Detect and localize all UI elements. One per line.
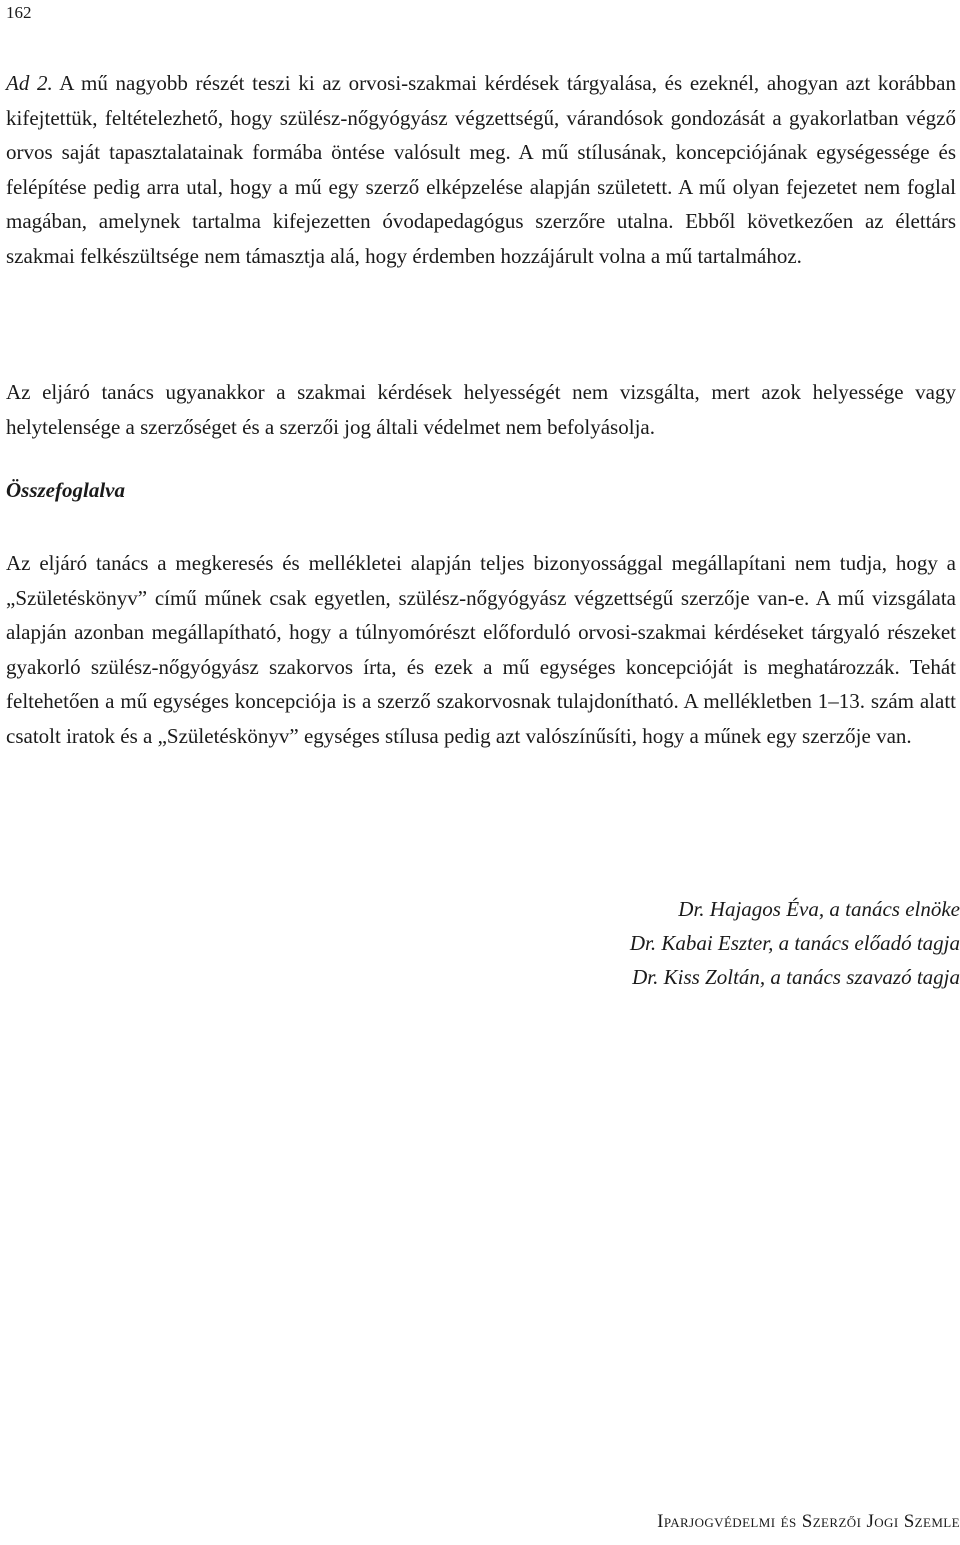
signature-line: Dr. Hajagos Éva, a tanács elnöke [678, 897, 960, 921]
section-heading: Összefoglalva [6, 478, 125, 502]
signature-line: Dr. Kabai Eszter, a tanács előadó tagja [629, 931, 960, 955]
journal-footer: Iparjogvédelmi és Szerzői Jogi Szemle [657, 1511, 960, 1532]
paragraph-lead: Ad 2. [6, 71, 53, 95]
page-number: 162 [6, 3, 32, 22]
signature-line: Dr. Kiss Zoltán, a tanács szavazó tagja [632, 965, 960, 989]
paragraph-second: Az eljáró tanács ugyanakkor a szakmai kérdések helyességét nem vizsgálta, mert azok helyessége vagy helytelensége a szerzőséget és a szerzői jog általi védelmet nem befolyásolja. [6, 380, 956, 439]
signature-block [630, 892, 960, 994]
paragraph-summary: Az eljáró tanács a megkeresés és mellékletei alapján teljes bizonyossággal megállapítani nem tudja, hogy a „Születéskönyv” című műnek csak egyetlen, szülész-nőgyógyász végzettségű szerzője van-e. A mű vizsgálata alapján azonban megállapítható, hogy a túlnyomórészt előforduló orvosi-szakmai kérdéseket tárgyaló részeket gyakorló szülész-nőgyógyász szakorvos írta, és ezek a mű egységes koncepcióját is meghatározzák. Tehát feltehetően a mű egységes koncepciója is a szerző szakorvosnak tulajdonítható. A mellékletben 1–13. szám alatt csatolt iratok és a „Születéskönyv” egységes stílusa pedig azt valószínűsíti, hogy a műnek egy szerzője van. [6, 551, 956, 748]
paragraph-ad-2 [6, 66, 956, 273]
paragraph-text: A mű nagyobb részét teszi ki az orvosi-szakmai kérdések tárgyalása, és ezeknél, ahogyan azt korábban kifejtettük, feltételezhető, hogy szülész-nőgyógyász végzettségű, várandósok gondozását a gyakorlatban végző orvos saját tapasztalatainak formába öntése valósult meg. A mű stílusának, koncepciójának egységessége és felépítése pedig arra utal, hogy a mű egy szerző elképzelése alapján született. A mű olyan fejezetet nem foglal magában, amelynek tartalma kifejezetten óvodapedagógus szerzőre utalna. Ebből következően az élettárs szakmai felkészültsége nem támasztja alá, hogy érdemben hozzájárult volna a mű tartalmához. [6, 71, 956, 268]
